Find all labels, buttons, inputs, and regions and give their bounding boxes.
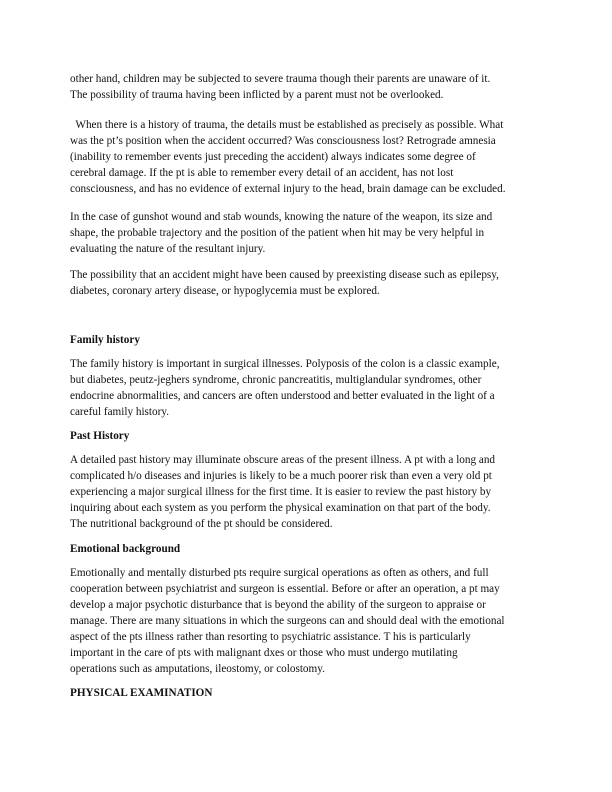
text-line: was the pt’s position when the accident occurred? Was consciousness lost? Retrograde amnesia — [70, 135, 496, 147]
text-line: important in the care of pts with malignant dxes or those who must undergo mutilating — [70, 647, 458, 659]
text-line: The family history is important in surgical illnesses. Polyposis of the colon is a classic example, — [70, 358, 500, 370]
section-heading — [70, 685, 550, 701]
paragraph — [70, 565, 550, 677]
text-line: Family history — [70, 334, 140, 346]
section-heading — [70, 428, 550, 444]
text-line: aspect of the pts illness rather than resorting to psychiatric assistance. T his is particularly — [70, 631, 471, 643]
paragraph — [70, 267, 550, 299]
text-line: PHYSICAL EXAMINATION — [70, 687, 213, 699]
paragraph — [70, 209, 550, 257]
text-line: A detailed past history may illuminate obscure areas of the present illness. A pt with a long and — [70, 454, 496, 466]
paragraph — [70, 452, 550, 532]
text-line: The possibility that an accident might have been caused by preexisting disease such as epilepsy, — [70, 269, 499, 281]
section-heading — [70, 332, 550, 348]
text-line: careful family history. — [70, 406, 169, 418]
text-line: Past History — [70, 430, 130, 442]
text-line: experiencing a major surgical illness for the first time. It is easier to review the past history by — [70, 486, 492, 498]
text-line: The possibility of trauma having been inflicted by a parent must not be overlooked. — [70, 89, 444, 101]
text-line: inquiring about each system as you perform the physical examination on that part of the body. — [70, 502, 491, 514]
text-line: develop a major psychotic disturbance that is beyond the ability of the surgeon to appraise or — [70, 599, 486, 611]
text-line: other hand, children may be subjected to severe trauma though their parents are unaware of it. — [70, 73, 491, 85]
text-line: cooperation between psychiatrist and surgeon is essential. Before or after an operation, a pt may — [70, 583, 500, 595]
text-line: evaluating the nature of the resultant injury. — [70, 243, 266, 255]
text-line: shape, the probable trajectory and the position of the patient when hit may be very helpful in — [70, 227, 485, 239]
text-line: operations such as amputations, ileostomy, or colostomy. — [70, 663, 325, 675]
text-line: complicated h/o diseases and injuries is likely to be a much poorer risk than even a very old pt — [70, 470, 492, 482]
text-line: The nutritional background of the pt should be considered. — [70, 518, 333, 530]
text-line: When there is a history of trauma, the details must be established as precisely as possible. What — [70, 119, 504, 131]
text-line: manage. There are many situations in which the surgeons can and should deal with the emotional — [70, 615, 505, 627]
text-line: endocrine abnormalities, and cancers are often understood and better evaluated in the light of a — [70, 390, 495, 402]
text-line: Emotional background — [70, 543, 181, 555]
text-line: consciousness, and has no evidence of external injury to the head, brain damage can be excluded. — [70, 183, 506, 195]
text-line: (inability to remember events just preceding the accident) always indicates some degree of — [70, 151, 476, 163]
text-line: but diabetes, peutz-jeghers syndrome, chronic pancreatitis, multiglandular syndromes, other — [70, 374, 482, 386]
paragraph — [70, 356, 550, 420]
text-line: In the case of gunshot wound and stab wounds, knowing the nature of the weapon, its size and — [70, 211, 493, 223]
text-line: Emotionally and mentally disturbed pts require surgical operations as often as others, and full — [70, 567, 489, 579]
text-line: diabetes, coronary artery disease, or hypoglycemia must be explored. — [70, 285, 380, 297]
section-heading — [70, 541, 550, 557]
text-line: cerebral damage. If the pt is able to remember every detail of an accident, has not lost — [70, 167, 454, 179]
paragraph — [70, 117, 550, 197]
paragraph — [70, 71, 550, 103]
